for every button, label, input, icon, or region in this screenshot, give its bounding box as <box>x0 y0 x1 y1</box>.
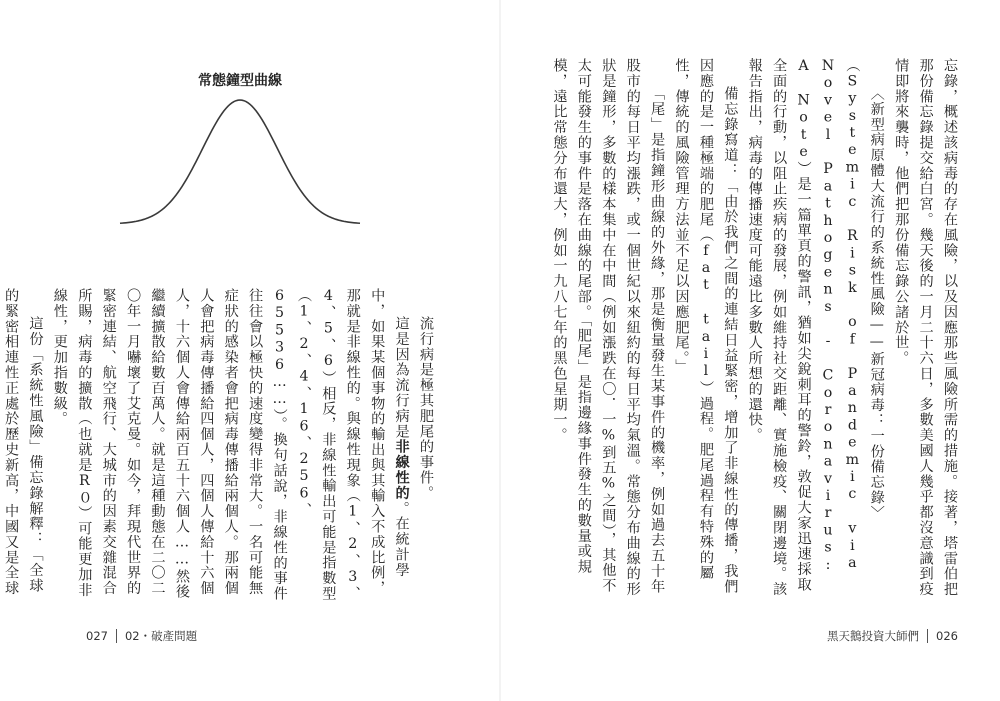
bell-curve-figure <box>110 62 370 242</box>
left-page-number: 027 <box>86 629 108 643</box>
right-page-body <box>551 58 962 604</box>
figure-title: 常態鐘型曲線 <box>198 73 282 89</box>
right-footer-divider <box>927 629 928 643</box>
right-page-number: 026 <box>936 629 958 643</box>
bell-curve-line <box>120 100 360 223</box>
right-paragraph-1: 忘錄，概述該病毒的存在風險，以及因應那些風險所需的措施。接著，塔雷伯把那份備忘錄提交給白宮。幾天後的一月二十六日，多數美國人幾乎都沒意識到疫情即將來襲時，他們把那份備忘錄公諸於世。 <box>893 58 958 597</box>
page-fold <box>499 0 501 701</box>
left-paragraph-2-post: 。在統計學中，如果某個事物的輸出與其輸入不成比例，那就是非線性的。與線性現象（1、2、3、4、5、6）相反，非線性輸出可能是指數型（1、2、4、16、256、65536……）。換句話說，非線性的事件往往會以極快的速度變得非常大。一名可能無症狀的感染者會把病毒傳播給兩個人。那兩個人會把病毒傳播給四個人，四個人傳給十六個人，十六個人會傳給兩百五十六個人……然後繼續擴散給數百萬人。就是這種動態在二〇二〇年一月嚇壞了艾克曼。如今，拜現代世界的緊密連結、航空飛行、大城市的因素交雜混合所賜，病毒的擴散（也就是R０）可能更加非線性，更加指數級。 <box>51 288 410 602</box>
right-paragraph-2: 〈新型病原體大流行的系統性風險——新冠病毒：一份備忘錄〉（Systemic Risk of Pandemic via Novel Pathogens - Coronavirus: A Note）是一篇單頁的警訊，猶如尖銳刺耳的警鈴，敦促大家迅速採取全面的行動，以阻止疾病的發展，例如維持社交距離、實施檢疫、關閉邊境。該報告指出，病毒的傳播速度可能遠比多數人所想的還快。 <box>746 58 885 597</box>
left-footer-divider <box>116 629 117 643</box>
left-page-body <box>3 288 438 604</box>
left-paragraph-2 <box>48 288 414 604</box>
right-book-title: 黑天鵝投資大師們 <box>827 629 920 643</box>
left-chapter-label: 02・破產問題 <box>124 629 198 643</box>
bell-curve-graphic <box>110 92 370 242</box>
left-paragraph-2-pre: 這是因為流行病是 <box>393 316 410 440</box>
left-paragraph-3: 這份「系統性風險」備忘錄解釋：「全球的緊密相連性正處於歷史新高，中國又是全球 <box>3 288 44 596</box>
left-footer <box>86 628 197 644</box>
right-footer <box>827 628 958 644</box>
left-paragraph-1: 流行病是極其肥尾的事件。 <box>418 316 434 502</box>
right-paragraph-4: 「尾」是指鐘形曲線的外緣，那是衡量發生某事件的機率，例如過去五十年股市的每日平均漲跌，或一個世紀以來紐約的每日平均氣溫。常態分布曲線的形狀是鐘形，多數的樣本集中在中間（例如漲跌在〇．一%到五%之間），其他不太可能發生的事件是落在曲線的尾部。「肥尾」是指邊緣事件發生的數量或規模，遠比常態分布還大，例如一九八七年的黑色星期一。 <box>551 58 666 597</box>
left-paragraph-2-bold: 非線性的 <box>393 439 410 502</box>
right-paragraph-3: 備忘錄寫道：「由於我們之間的連結日益緊密，增加了非線性的傳播，我們因應的是一種極端的肥尾（fat tail）過程。肥尾過程有特殊的屬性，傳統的風險管理方法並不足以因應肥尾。」 <box>673 58 739 595</box>
